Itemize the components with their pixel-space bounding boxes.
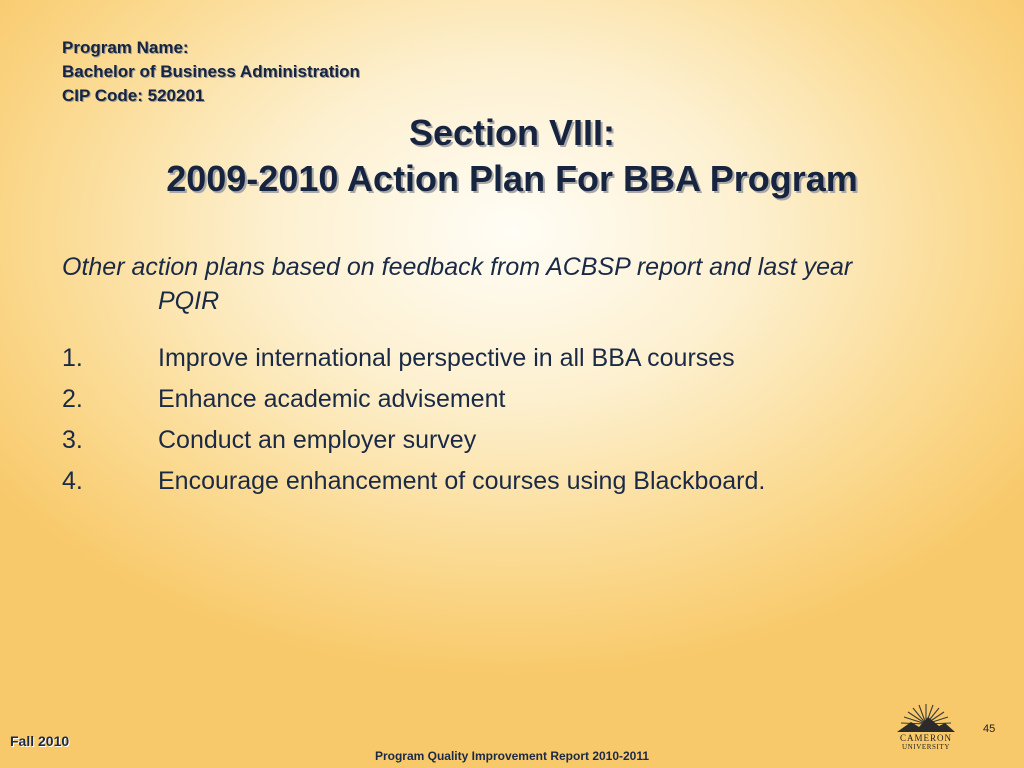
program-name-value: Bachelor of Business Administration (62, 62, 360, 81)
list-item (62, 420, 765, 461)
slide-title (0, 110, 1024, 202)
logo-text-line-2: UNIVERSITY (902, 743, 950, 750)
program-name-label: Program Name: (62, 38, 189, 57)
action-plan-list (62, 338, 765, 502)
footer-term: Fall 2010 (10, 733, 70, 749)
list-item (62, 461, 765, 502)
page-number: 45 (983, 723, 996, 735)
intro-text (62, 250, 992, 318)
list-item-text: Enhance academic advisement (158, 385, 506, 413)
list-item (62, 338, 765, 379)
list-item-text: Conduct an employer survey (158, 426, 477, 454)
list-item (62, 379, 765, 420)
list-item-number: 2. (62, 385, 83, 413)
footer-report-title: Program Quality Improvement Report 2010-2011 (374, 749, 650, 763)
list-item-text: Improve international perspective in all BBA courses (158, 344, 735, 372)
list-item-number: 1. (62, 344, 83, 372)
cameron-university-logo (893, 702, 959, 750)
intro-line-1: Other action plans based on feedback from ACBSP report and last year (62, 253, 853, 281)
sunburst-mountain-icon (897, 704, 955, 732)
title-line-2: 2009-2010 Action Plan For BBA Program (166, 158, 858, 199)
list-item-number: 4. (62, 467, 83, 495)
intro-line-2: PQIR (158, 287, 220, 315)
list-item-text: Encourage enhancement of courses using Blackboard. (158, 467, 766, 495)
program-info (62, 36, 360, 108)
list-item-number: 3. (62, 426, 83, 454)
title-line-1: Section VIII: (408, 112, 616, 153)
logo-text-line-1: CAMERON (899, 733, 953, 743)
cip-code: CIP Code: 520201 (62, 86, 205, 105)
